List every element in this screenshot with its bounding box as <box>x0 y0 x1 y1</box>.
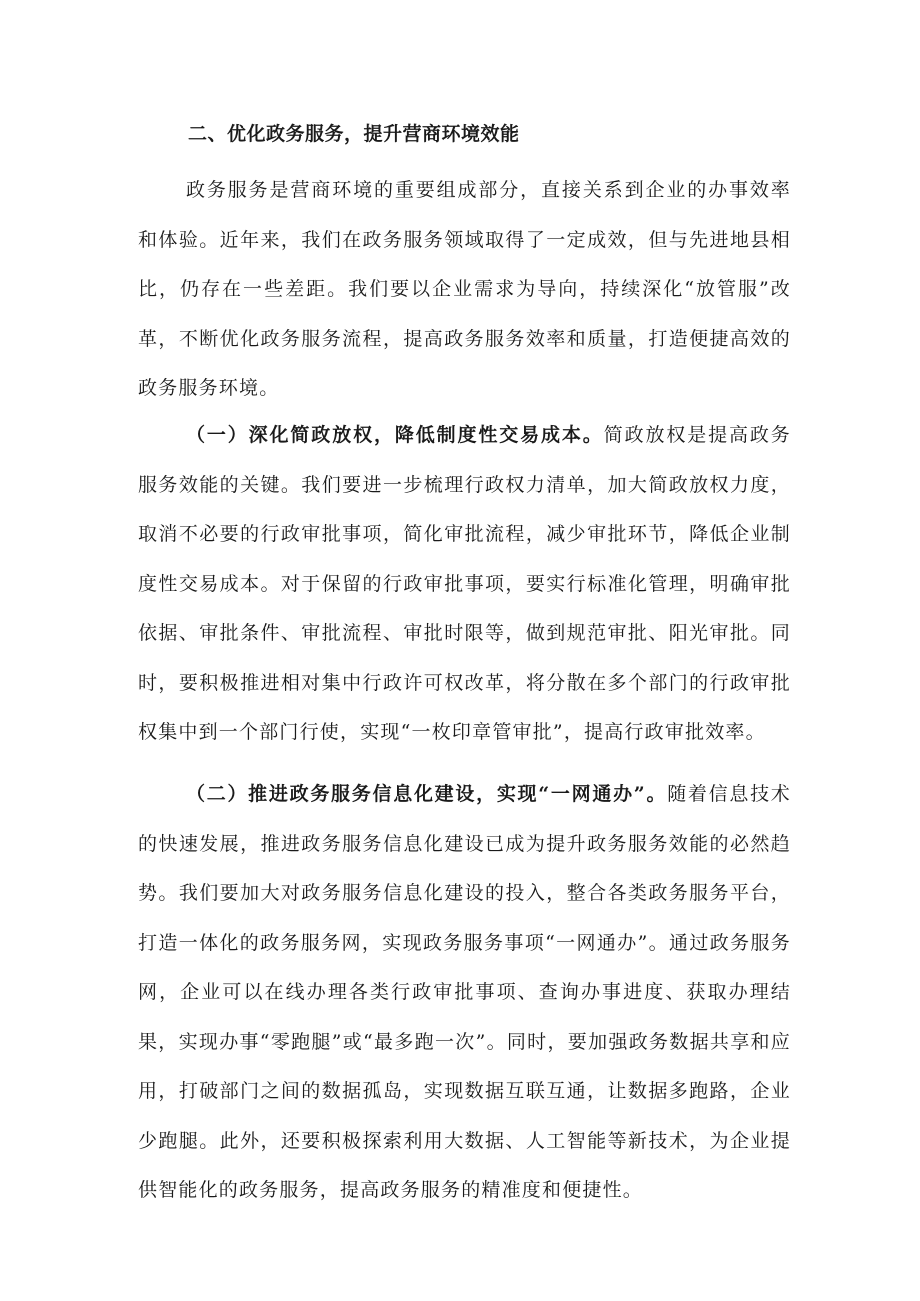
paragraph-subsection-2 <box>138 770 791 1216</box>
paragraph-text: 政务服务是营商环境的重要组成部分，直接关系到企业的办事效率和体验。近年来，我们在政务服务领域取得了一定成效，但与先进地县相比，仍存在一些差距。我们要以企业需求为导向，持续深化“放管服”改革，不断优化政务服务流程，提高政务服务效率和质量，打造便捷高效的政务服务环境。 <box>138 179 791 399</box>
paragraph-intro <box>138 166 791 414</box>
paragraph-subsection-1 <box>138 411 791 758</box>
paragraph-text: 简政放权是提高政务服务效能的关键。我们要进一步梳理行政权力清单，加大简政放权力度，取消不必要的行政审批事项，简化审批流程，减少审批环节，降低企业制度性交易成本。对于保留的行政审批事项，要实行标准化管理，明确审批依据、审批条件、审批流程、审批时限等，做到规范审批、阳光审批。同时，要积极推进相对集中行政许可权改革，将分散在多个部门的行政审批权集中到一个部门行使，实现“一枚印章管审批”，提高行政审批效率。 <box>138 424 791 743</box>
paragraph-lead: （一）深化简政放权，降低制度性交易成本。 <box>186 424 604 446</box>
paragraph-lead: （二）推进政务服务信息化建设，实现“一网通办”。 <box>186 783 668 805</box>
section-heading: 二、优化政务服务，提升营商环境效能 <box>188 123 520 145</box>
paragraph-text: 随着信息技术的快速发展，推进政务服务信息化建设已成为提升政务服务效能的必然趋势。我们要加大对政务服务信息化建设的投入，整合各类政务服务平台，打造一体化的政务服务网，实现政务服务事项“一网通办”。通过政务服务网，企业可以在线办理各类行政审批事项、查询办事进度、获取办理结果，实现办事“零跑腿”或“最多跑一次”。同时，要加强政务数据共享和应用，打破部门之间的数据孤岛，实现数据互联互通，让数据多跑路，企业少跑腿。此外，还要积极探索利用大数据、人工智能等新技术，为企业提供智能化的政务服务，提高政务服务的精准度和便捷性。 <box>138 783 791 1201</box>
